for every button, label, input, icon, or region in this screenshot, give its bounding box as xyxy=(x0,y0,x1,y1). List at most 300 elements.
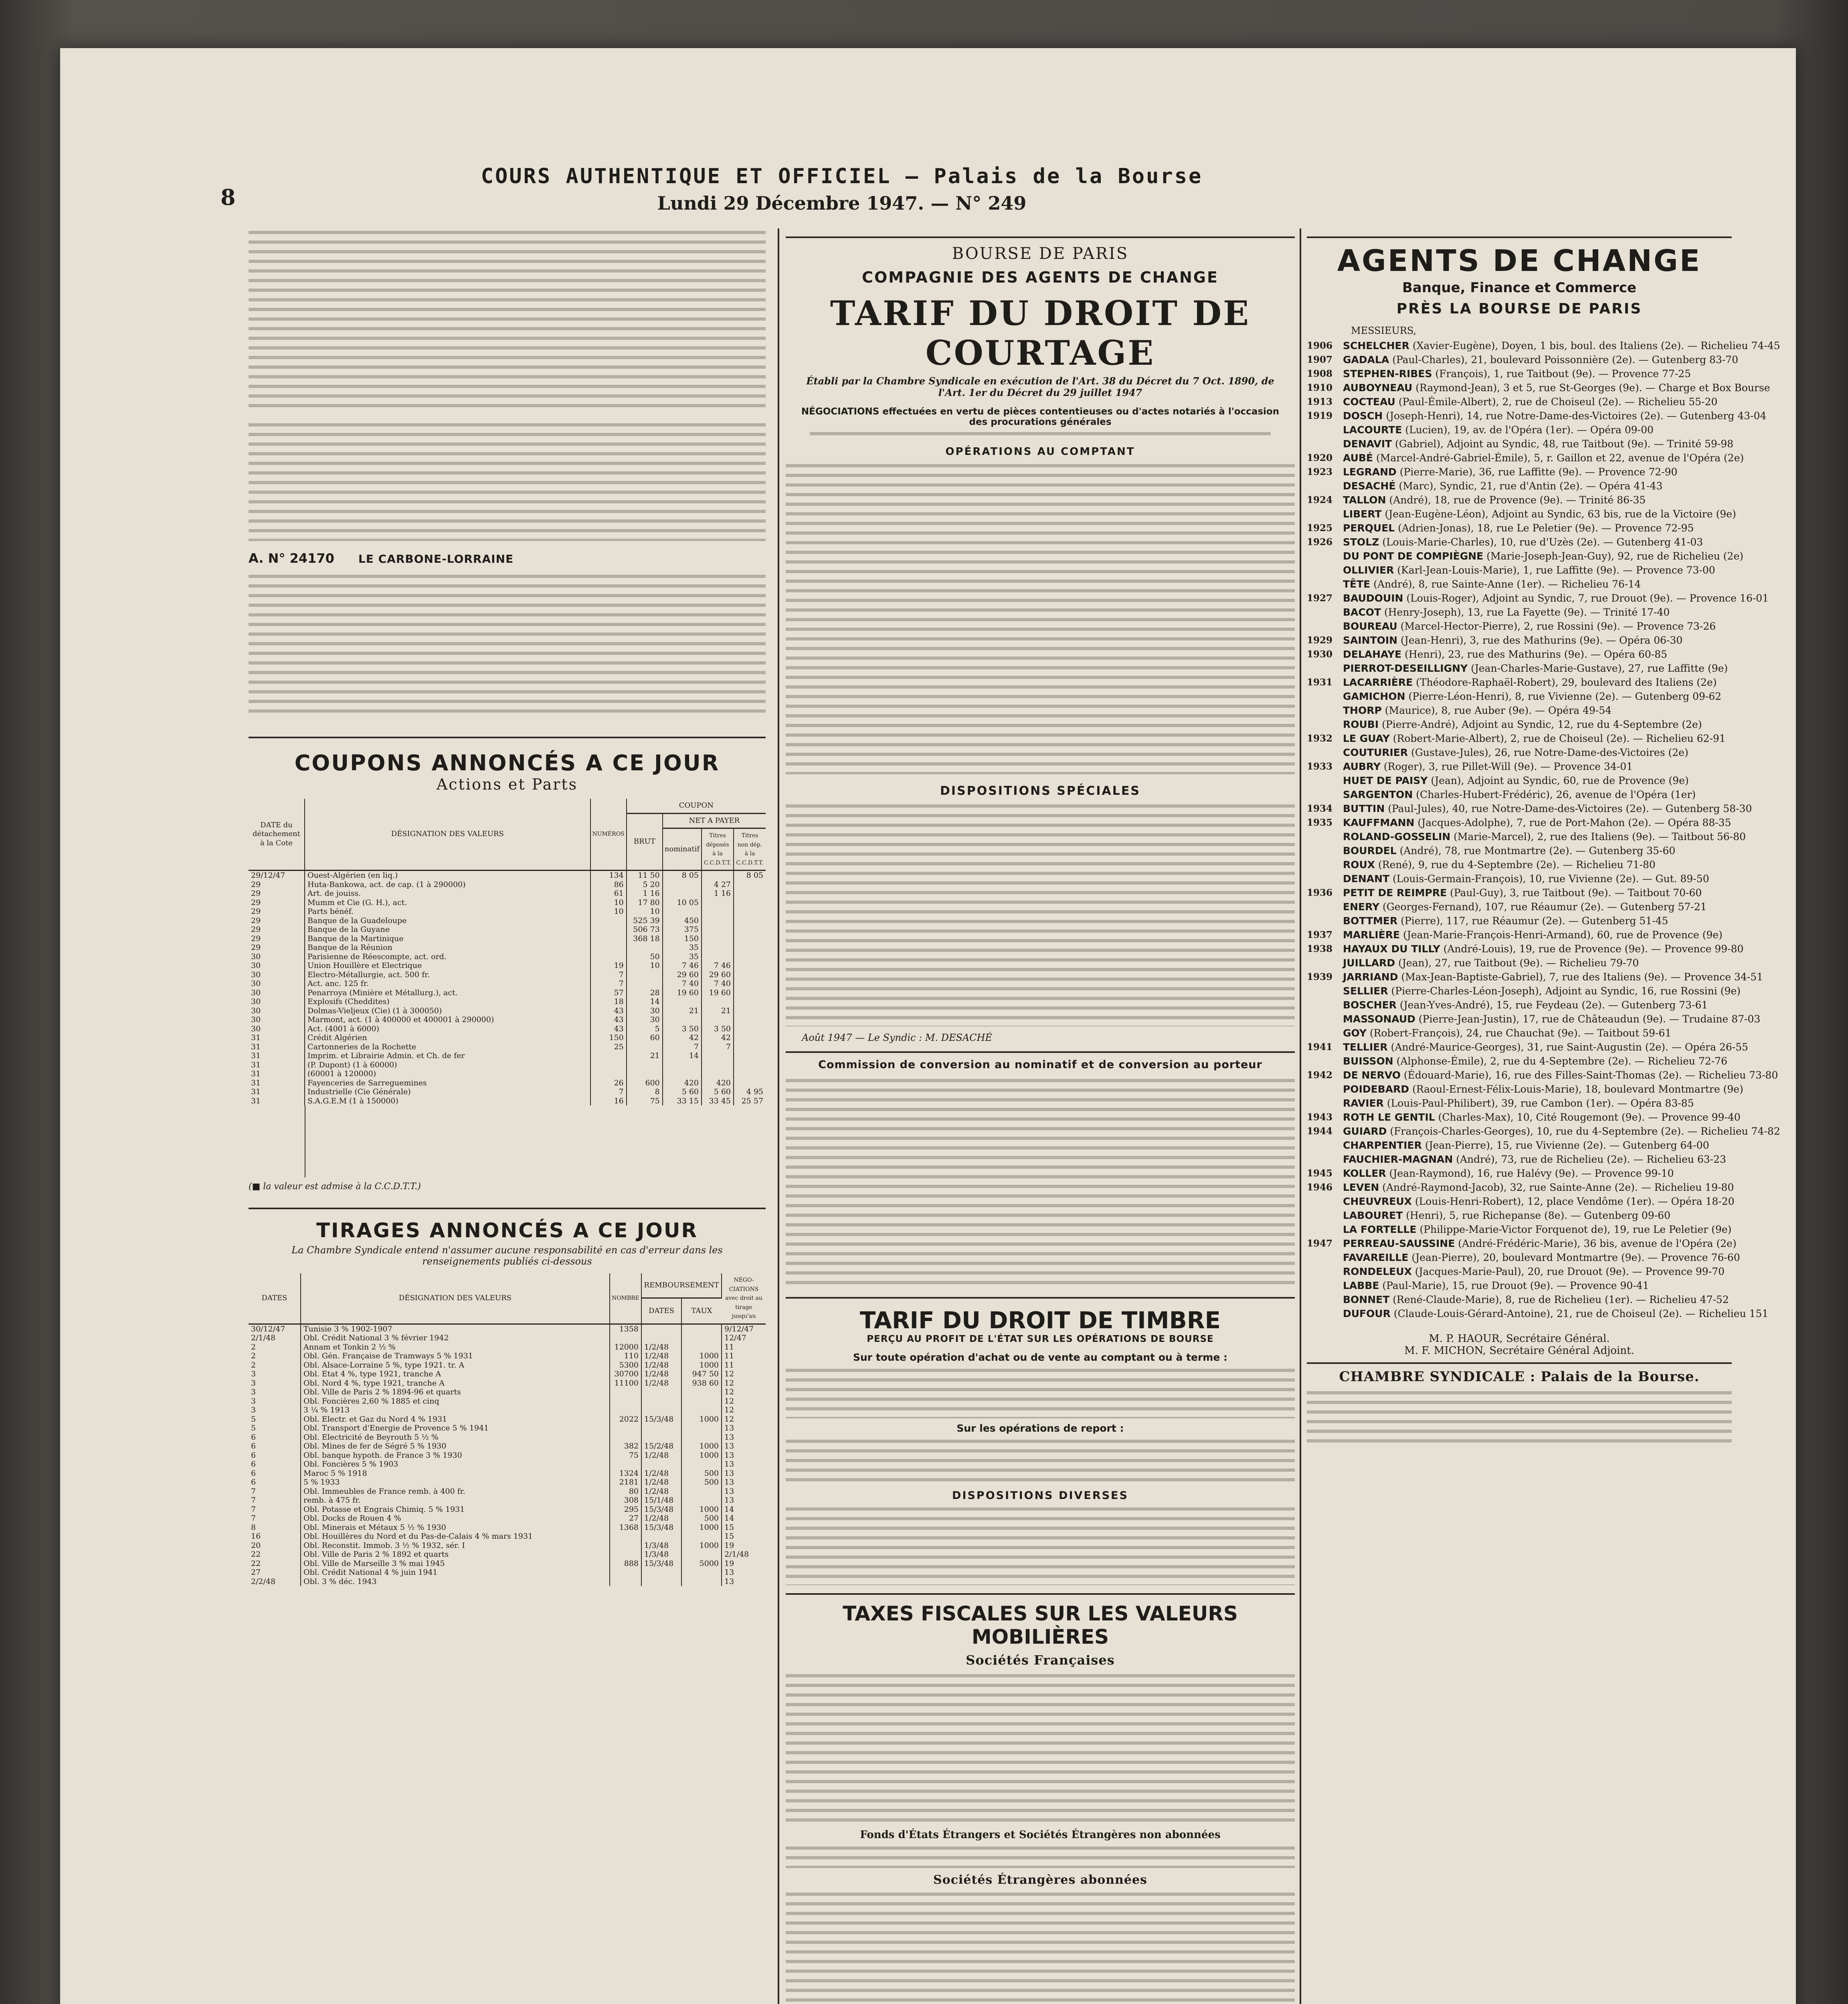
table-cell: 375 xyxy=(663,925,702,934)
table-cell: Penarroya (Minière et Métallurg.), act. xyxy=(305,988,590,998)
col-designation: DÉSIGNATION DES VALEURS xyxy=(301,1273,610,1324)
tirages-subtitle: La Chambre Syndicale entend n'assumer aucune responsabilité en cas d'erreur dans les renseignements publiés ci-dessous xyxy=(291,1244,723,1267)
table-cell: 134 xyxy=(590,871,627,880)
table-cell xyxy=(681,1333,722,1343)
table-cell: 29 xyxy=(249,925,305,934)
broker-address: (Roger), 3, rue Pillet-Will (9e). — Provence 34-01 xyxy=(1380,761,1633,772)
taxes-sec1: Sociétés Françaises xyxy=(966,1652,1115,1668)
table-cell: 7 xyxy=(590,970,627,980)
table-cell: 10 xyxy=(627,961,663,970)
broker-details xyxy=(1343,605,1732,619)
table-cell: 7 xyxy=(590,979,627,988)
broker-details xyxy=(1343,1026,1732,1040)
table-row xyxy=(249,1514,766,1523)
coupons-rows xyxy=(249,871,766,1106)
col-dates-remb: DATES xyxy=(641,1298,681,1324)
table-cell: 35 xyxy=(663,952,702,962)
table-cell: 5 xyxy=(249,1415,301,1424)
table-cell: 15/1/48 xyxy=(641,1496,681,1505)
table-cell: 60 xyxy=(627,1033,663,1042)
broker-details xyxy=(1343,465,1732,479)
broker-details xyxy=(1343,760,1732,774)
table-cell: 30 xyxy=(627,1006,663,1016)
broker-address: (Jacques-Adolphe), 7, rue de Port-Mahon (2e). — Opéra 88-35 xyxy=(1414,817,1731,828)
timbre-subtitle: PERÇU AU PROFIT DE L'ÉTAT SUR LES OPÉRATIONS DE BOURSE xyxy=(867,1334,1214,1344)
table-cell xyxy=(702,943,734,952)
broker-entry xyxy=(1307,1279,1732,1293)
broker-year xyxy=(1307,605,1343,619)
broker-name: FAVAREILLE xyxy=(1343,1252,1409,1263)
broker-address: (Charles-Max), 10, Cité Rougemont (9e). — Provence 99-40 xyxy=(1435,1111,1741,1123)
table-cell: 1/2/48 xyxy=(641,1343,681,1352)
table-row xyxy=(249,1361,766,1370)
table-cell xyxy=(590,952,627,962)
broker-year xyxy=(1307,1012,1343,1026)
broker-details xyxy=(1343,675,1732,689)
table-cell xyxy=(641,1397,681,1406)
table-cell: 31 xyxy=(249,1042,305,1052)
taxes-title: TAXES FISCALES SUR LES VALEURS MOBILIÈRES xyxy=(843,1602,1238,1648)
table-cell xyxy=(734,925,766,934)
table-row xyxy=(249,997,766,1006)
table-cell: 31 xyxy=(249,1069,305,1079)
broker-entry xyxy=(1307,745,1732,760)
table-cell xyxy=(590,1069,627,1079)
table-cell: 10 xyxy=(590,907,627,916)
broker-entry xyxy=(1307,1012,1761,1026)
table-blank-space xyxy=(305,1105,766,1178)
table-cell: 15 xyxy=(724,1523,734,1532)
table-cell: 30 xyxy=(249,979,305,988)
col-brut: BRUT xyxy=(627,813,663,871)
broker-entry xyxy=(1307,928,1732,942)
table-row xyxy=(249,934,766,943)
table-cell: 1 16 xyxy=(627,889,663,898)
broker-year: 1937 xyxy=(1307,929,1333,940)
table-cell: Huta-Bankowa, act. de cap. (1 à 290000) xyxy=(305,880,590,889)
broker-address: (Jean), Adjoint au Syndic, 60, rue de Provence (9e) xyxy=(1427,775,1689,786)
table-cell: Obl. Potasse et Engrais Chimiq. 5 % 1931 xyxy=(301,1505,610,1514)
timbre-text xyxy=(786,1505,1295,1585)
broker-year: 1947 xyxy=(1307,1238,1333,1249)
table-row xyxy=(249,1370,766,1379)
table-cell xyxy=(641,1406,681,1415)
newspaper-page xyxy=(60,48,1796,2004)
table-row xyxy=(249,988,766,998)
table-cell: 1/2/48 xyxy=(641,1351,681,1361)
broker-address: (Xavier-Eugène), Doyen, 1 bis, boul. des Italiens (2e). — Richelieu 74-45 xyxy=(1409,340,1780,352)
column-center xyxy=(786,228,1295,2004)
broker-details xyxy=(1343,367,1732,381)
table-cell: 31 xyxy=(249,1087,305,1097)
broker-name: JARRIAND xyxy=(1343,971,1398,983)
broker-name: BONNET xyxy=(1343,1294,1390,1305)
table-cell: 15/2/48 xyxy=(641,1442,681,1451)
table-cell xyxy=(734,952,766,962)
table-cell xyxy=(610,1433,641,1442)
table-cell: 420 xyxy=(663,1079,702,1088)
table-cell xyxy=(590,1061,627,1070)
broker-year: 1935 xyxy=(1307,817,1333,828)
table-cell: 75 xyxy=(627,1097,663,1106)
dispositions-text xyxy=(786,802,1295,1026)
broker-details xyxy=(1343,619,1732,633)
table-cell xyxy=(734,1042,766,1052)
masthead-date: Lundi 29 Décembre 1947. — N° 249 xyxy=(657,192,1027,214)
broker-name: MASSONAUD xyxy=(1343,1013,1415,1025)
secretary-adjoint: M. F. MICHON, Secrétaire Général Adjoint. xyxy=(1404,1345,1634,1357)
table-row xyxy=(249,1351,766,1361)
table-cell: 22 xyxy=(249,1550,301,1559)
broker-year: 1919 xyxy=(1307,410,1333,421)
table-cell: 8 xyxy=(249,1523,301,1532)
table-cell: 7 xyxy=(702,1042,734,1052)
table-cell: 43 xyxy=(590,1006,627,1016)
table-cell: 31 xyxy=(249,1061,305,1070)
table-cell: 13 xyxy=(724,1577,734,1586)
broker-year xyxy=(1307,745,1343,760)
broker-name: ROLAND-GOSSELIN xyxy=(1343,831,1451,842)
table-cell: Obl. Transport d'Energie de Provence 5 % 1941 xyxy=(301,1424,610,1433)
column-left xyxy=(249,228,766,2004)
coupons-note: (■ la valeur est admise à la C.C.D.T.T.) xyxy=(249,1182,421,1192)
table-cell xyxy=(702,1051,734,1061)
table-cell: 61 xyxy=(590,889,627,898)
table-cell xyxy=(641,1460,681,1469)
broker-details xyxy=(1343,339,1780,353)
table-cell: Explosifs (Cheddites) xyxy=(305,997,590,1006)
broker-address: (Jacques-Marie-Paul), 20, rue Drouot (9e). — Provence 99-70 xyxy=(1411,1266,1725,1277)
broker-details xyxy=(1343,591,1769,605)
table-cell: 31 xyxy=(249,1033,305,1042)
table-cell: 18 xyxy=(590,997,627,1006)
broker-year xyxy=(1307,774,1343,788)
broker-name: STOLZ xyxy=(1343,536,1379,548)
table-cell: 6 xyxy=(249,1469,301,1478)
table-cell: 368 18 xyxy=(627,934,663,943)
table-cell: 50 xyxy=(627,952,663,962)
broker-details xyxy=(1343,437,1733,451)
broker-entry xyxy=(1307,1138,1732,1152)
broker-details xyxy=(1343,395,1732,409)
table-cell: 14 xyxy=(663,1051,702,1061)
table-cell: 16 xyxy=(249,1532,301,1541)
table-cell: 7 xyxy=(249,1496,301,1505)
broker-address: (Henri), 5, rue Richepanse (8e). — Gutenberg 09-60 xyxy=(1403,1210,1670,1221)
table-cell: 35 xyxy=(663,943,702,952)
table-cell: 28 xyxy=(627,988,663,998)
table-cell xyxy=(641,1433,681,1442)
table-cell: 7 40 xyxy=(702,979,734,988)
courtage-text xyxy=(786,462,1295,774)
chambre-text xyxy=(1307,1389,1732,1445)
table-cell: 7 46 xyxy=(663,961,702,970)
table-cell: 1000 xyxy=(681,1442,722,1451)
broker-year xyxy=(1307,507,1343,521)
broker-address: (Paul-Jules), 40, rue Notre-Dame-des-Victoires (2e). — Gutenberg 58-30 xyxy=(1385,803,1752,814)
broker-details xyxy=(1343,535,1732,549)
broker-name: DENAVIT xyxy=(1343,438,1392,450)
broker-year xyxy=(1307,1222,1343,1236)
broker-entry xyxy=(1307,353,1739,367)
table-cell xyxy=(627,979,663,988)
tirages-table xyxy=(249,1273,766,1586)
courtage-signature: Août 1947 — Le Syndic : M. DESACHÉ xyxy=(802,1032,993,1043)
broker-entry xyxy=(1307,1208,1732,1222)
table-cell xyxy=(610,1568,641,1577)
table-cell xyxy=(734,1069,766,1079)
broker-entry xyxy=(1307,1307,1769,1321)
broker-name: BOSCHER xyxy=(1343,999,1397,1011)
table-cell: Obl. Foncières 5 % 1903 xyxy=(301,1460,610,1469)
table-cell: Fayenceries de Sarreguemines xyxy=(305,1079,590,1088)
broker-address: (Marc), Syndic, 21, rue d'Antin (2e). — Opéra 41-43 xyxy=(1395,480,1663,492)
table-cell: (60001 à 120000) xyxy=(305,1069,590,1079)
broker-entry xyxy=(1307,549,1744,563)
table-cell: Obl. Houillères du Nord et du Pas-de-Calais 4 % mars 1931 xyxy=(301,1532,610,1541)
broker-entry xyxy=(1307,1096,1732,1110)
coupons-title: COUPONS ANNONCÉS A CE JOUR xyxy=(294,750,720,776)
broker-year xyxy=(1307,998,1343,1012)
table-cell: Obl. Crédit National 4 % juin 1941 xyxy=(301,1568,610,1577)
broker-name: BUISSON xyxy=(1343,1055,1393,1067)
broker-details xyxy=(1343,745,1732,760)
table-cell xyxy=(663,1069,702,1079)
table-cell: 5 60 xyxy=(702,1087,734,1097)
broker-details xyxy=(1343,942,1743,956)
table-cell: Act. anc. 125 fr. xyxy=(305,979,590,988)
table-cell xyxy=(610,1424,641,1433)
broker-details xyxy=(1343,1096,1732,1110)
broker-year: 1946 xyxy=(1307,1182,1333,1193)
table-cell xyxy=(734,970,766,980)
broker-name: RONDELEUX xyxy=(1343,1266,1412,1277)
table-cell xyxy=(641,1424,681,1433)
table-cell: Tunisie 3 % 1902-1907 xyxy=(301,1324,610,1333)
table-row xyxy=(249,1433,766,1442)
table-row xyxy=(249,1532,766,1541)
table-row xyxy=(249,970,766,980)
broker-entry xyxy=(1307,816,1732,830)
table-cell xyxy=(681,1550,722,1559)
agents-messieurs: MESSIEURS, xyxy=(1351,325,1417,336)
column-right xyxy=(1307,228,1780,2004)
table-row xyxy=(249,871,766,880)
table-cell xyxy=(663,907,702,916)
broker-entry xyxy=(1307,1222,1732,1236)
table-cell: 1/3/48 xyxy=(641,1550,681,1559)
table-row xyxy=(249,1388,766,1397)
broker-name: PETIT DE REIMPRE xyxy=(1343,887,1447,899)
courtage-title: TARIF DU DROIT DE COURTAGE xyxy=(830,293,1251,373)
broker-year: 1910 xyxy=(1307,382,1333,393)
broker-entry xyxy=(1307,998,1732,1012)
table-cell: 29 xyxy=(249,889,305,898)
table-cell: 15/3/48 xyxy=(641,1523,681,1532)
broker-details xyxy=(1343,1180,1734,1194)
broker-year xyxy=(1307,577,1343,591)
table-cell: 29 xyxy=(249,880,305,889)
broker-details xyxy=(1343,802,1752,816)
courtage-sec2: OPÉRATIONS AU COMPTANT xyxy=(945,446,1135,458)
broker-name: ROUBI xyxy=(1343,719,1379,730)
broker-details xyxy=(1343,577,1732,591)
broker-details xyxy=(1343,1208,1732,1222)
table-cell: Marmont, act. (1 à 400000 et 400001 à 290000) xyxy=(305,1015,590,1024)
broker-address: (Jean), 27, rue Taitbout (9e). — Richelieu 79-70 xyxy=(1395,957,1639,969)
table-cell: 947 50 xyxy=(681,1370,722,1379)
broker-address: (Pierre), 117, rue Réaumur (2e). — Gutenberg 51-45 xyxy=(1397,915,1668,927)
taxes-text xyxy=(786,1672,1295,1824)
table-cell: 308 xyxy=(610,1496,641,1505)
broker-entry xyxy=(1307,844,1732,858)
table-cell xyxy=(590,916,627,925)
broker-address: (René-Claude-Marie), 8, rue de Richelieu (1er). — Richelieu 47-52 xyxy=(1389,1294,1729,1305)
notice-text-block xyxy=(249,572,766,713)
notice-text-block xyxy=(249,228,766,413)
table-cell xyxy=(610,1388,641,1397)
table-cell: Banque de la Guadeloupe xyxy=(305,916,590,925)
table-cell: Obl. Immeubles de France remb. à 400 fr. xyxy=(301,1487,610,1496)
table-cell: 11 xyxy=(724,1342,734,1351)
broker-name: LABBE xyxy=(1343,1280,1379,1291)
broker-year: 1945 xyxy=(1307,1168,1333,1179)
page-number: 8 xyxy=(220,184,236,210)
broker-address: (Jean-Pierre), 20, boulevard Montmartre (9e). — Provence 76-60 xyxy=(1408,1252,1740,1263)
courtage-sec1: NÉGOCIATIONS effectuées en vertu de pièces contentieuses ou d'actes notariés à l'occasion des procurations générales xyxy=(801,406,1280,427)
table-cell: 29 xyxy=(249,916,305,925)
table-cell: Obl. Nord 4 %, type 1921, tranche A xyxy=(301,1379,610,1388)
table-cell: 888 xyxy=(610,1559,641,1568)
broker-name: SCHELCHER xyxy=(1343,340,1409,352)
table-cell xyxy=(734,1051,766,1061)
col-dates: DATES xyxy=(249,1273,301,1324)
table-cell: 12 xyxy=(724,1388,734,1396)
table-cell: 1/2/48 xyxy=(641,1514,681,1523)
broker-name: LEVEN xyxy=(1343,1182,1379,1193)
table-cell: 25 57 xyxy=(741,1096,763,1105)
table-cell: 1000 xyxy=(681,1451,722,1460)
table-cell: 19 xyxy=(590,961,627,970)
table-cell: 295 xyxy=(610,1505,641,1514)
broker-name: FAUCHIER-MAGNAN xyxy=(1343,1154,1453,1165)
table-cell xyxy=(734,907,766,916)
table-cell xyxy=(734,1033,766,1042)
broker-address: (André), 73, rue de Richelieu (2e). — Richelieu 63-23 xyxy=(1453,1154,1727,1165)
table-cell: 13 xyxy=(724,1442,734,1450)
table-row xyxy=(249,1069,766,1079)
table-row xyxy=(249,1541,766,1550)
conversion-text xyxy=(786,1077,1295,1285)
table-cell xyxy=(734,961,766,970)
table-cell: 14 xyxy=(724,1505,734,1514)
table-cell: 30 xyxy=(249,1006,305,1016)
broker-name: LIBERT xyxy=(1343,508,1382,520)
broker-details xyxy=(1343,507,1736,521)
table-cell: 43 xyxy=(590,1015,627,1024)
broker-name: KAUFFMANN xyxy=(1343,817,1415,828)
broker-address: (Jean-Raymond), 16, rue Halévy (9e). — Provence 99-10 xyxy=(1386,1168,1674,1179)
broker-name: HUET DE PAISY xyxy=(1343,775,1428,786)
table-cell: 8 05 xyxy=(746,871,763,880)
broker-year: 1938 xyxy=(1307,943,1333,954)
table-cell: 6 xyxy=(249,1433,301,1442)
broker-year xyxy=(1307,661,1343,675)
table-row xyxy=(249,1415,766,1424)
table-cell: 2 xyxy=(249,1343,301,1352)
broker-name: SELLIER xyxy=(1343,985,1388,997)
broker-year: 1936 xyxy=(1307,887,1333,898)
masthead xyxy=(341,164,1343,214)
broker-name: BACOT xyxy=(1343,606,1381,618)
broker-address: (Robert-Marie-Albert), 2, rue de Choiseul (2e). — Richelieu 62-91 xyxy=(1389,733,1726,744)
table-cell: 30/12/47 xyxy=(249,1324,301,1333)
table-cell: 31 xyxy=(249,1097,305,1106)
broker-entry xyxy=(1307,956,1732,970)
table-cell: 30 xyxy=(249,988,305,998)
broker-year xyxy=(1307,689,1343,703)
table-cell: 13 xyxy=(724,1496,734,1505)
table-cell xyxy=(734,1061,766,1070)
col-negociations: NÉGO-CIATIONS avec droit au tirage jusqu'au xyxy=(722,1273,766,1324)
table-cell: 29 xyxy=(249,934,305,943)
table-cell: 3 xyxy=(249,1388,301,1397)
table-cell: Industrielle (Cie Générale) xyxy=(305,1087,590,1097)
table-cell: 7 40 xyxy=(663,979,702,988)
broker-entry xyxy=(1307,535,1732,549)
timbre-sec1: Sur toute opération d'achat ou de vente au comptant ou à terme : xyxy=(853,1351,1228,1363)
broker-entry xyxy=(1307,395,1732,409)
broker-entry xyxy=(1307,1124,1780,1138)
table-cell: 13 xyxy=(724,1487,734,1496)
broker-details xyxy=(1343,661,1732,675)
broker-name: GUIARD xyxy=(1343,1125,1387,1137)
table-cell: 30700 xyxy=(610,1370,641,1379)
broker-name: SAINTOIN xyxy=(1343,634,1398,646)
broker-entry xyxy=(1307,619,1732,633)
broker-address: (Lucien), 19, av. de l'Opéra (1er). — Opéra 09-00 xyxy=(1402,424,1654,436)
broker-year: 1931 xyxy=(1307,677,1333,688)
broker-entry xyxy=(1307,1026,1732,1040)
broker-address: (André-Frédéric-Marie), 36 bis, avenue de l'Opéra (2e) xyxy=(1455,1238,1737,1249)
table-cell: 12 xyxy=(724,1406,734,1414)
broker-name: STEPHEN-RIBES xyxy=(1343,368,1432,380)
broker-name: BOUREAU xyxy=(1343,620,1397,632)
table-row xyxy=(249,1379,766,1388)
table-cell: 19 60 xyxy=(663,988,702,998)
broker-year: 1908 xyxy=(1307,368,1333,379)
table-cell xyxy=(702,997,734,1006)
broker-entry xyxy=(1307,479,1732,493)
broker-list xyxy=(1307,339,1780,1321)
broker-name: TÊTE xyxy=(1343,578,1371,590)
table-cell: 9/12/47 xyxy=(724,1324,754,1333)
notice-header xyxy=(249,551,766,566)
timbre-text xyxy=(786,1366,1295,1418)
secretary-general: M. P. HAOUR, Secrétaire Général. xyxy=(1429,1333,1610,1345)
broker-entry xyxy=(1307,521,1732,535)
col-coupon: COUPON xyxy=(627,799,766,813)
table-row xyxy=(249,1559,766,1568)
broker-entry xyxy=(1307,788,1732,802)
table-cell: 80 xyxy=(610,1487,641,1496)
table-row xyxy=(249,889,766,898)
table-cell: Obl. 3 % déc. 1943 xyxy=(301,1577,610,1586)
table-cell: 2 xyxy=(249,1351,301,1361)
broker-year xyxy=(1307,1194,1343,1208)
table-cell: 30 xyxy=(249,952,305,962)
table-cell: 11 xyxy=(724,1351,734,1360)
